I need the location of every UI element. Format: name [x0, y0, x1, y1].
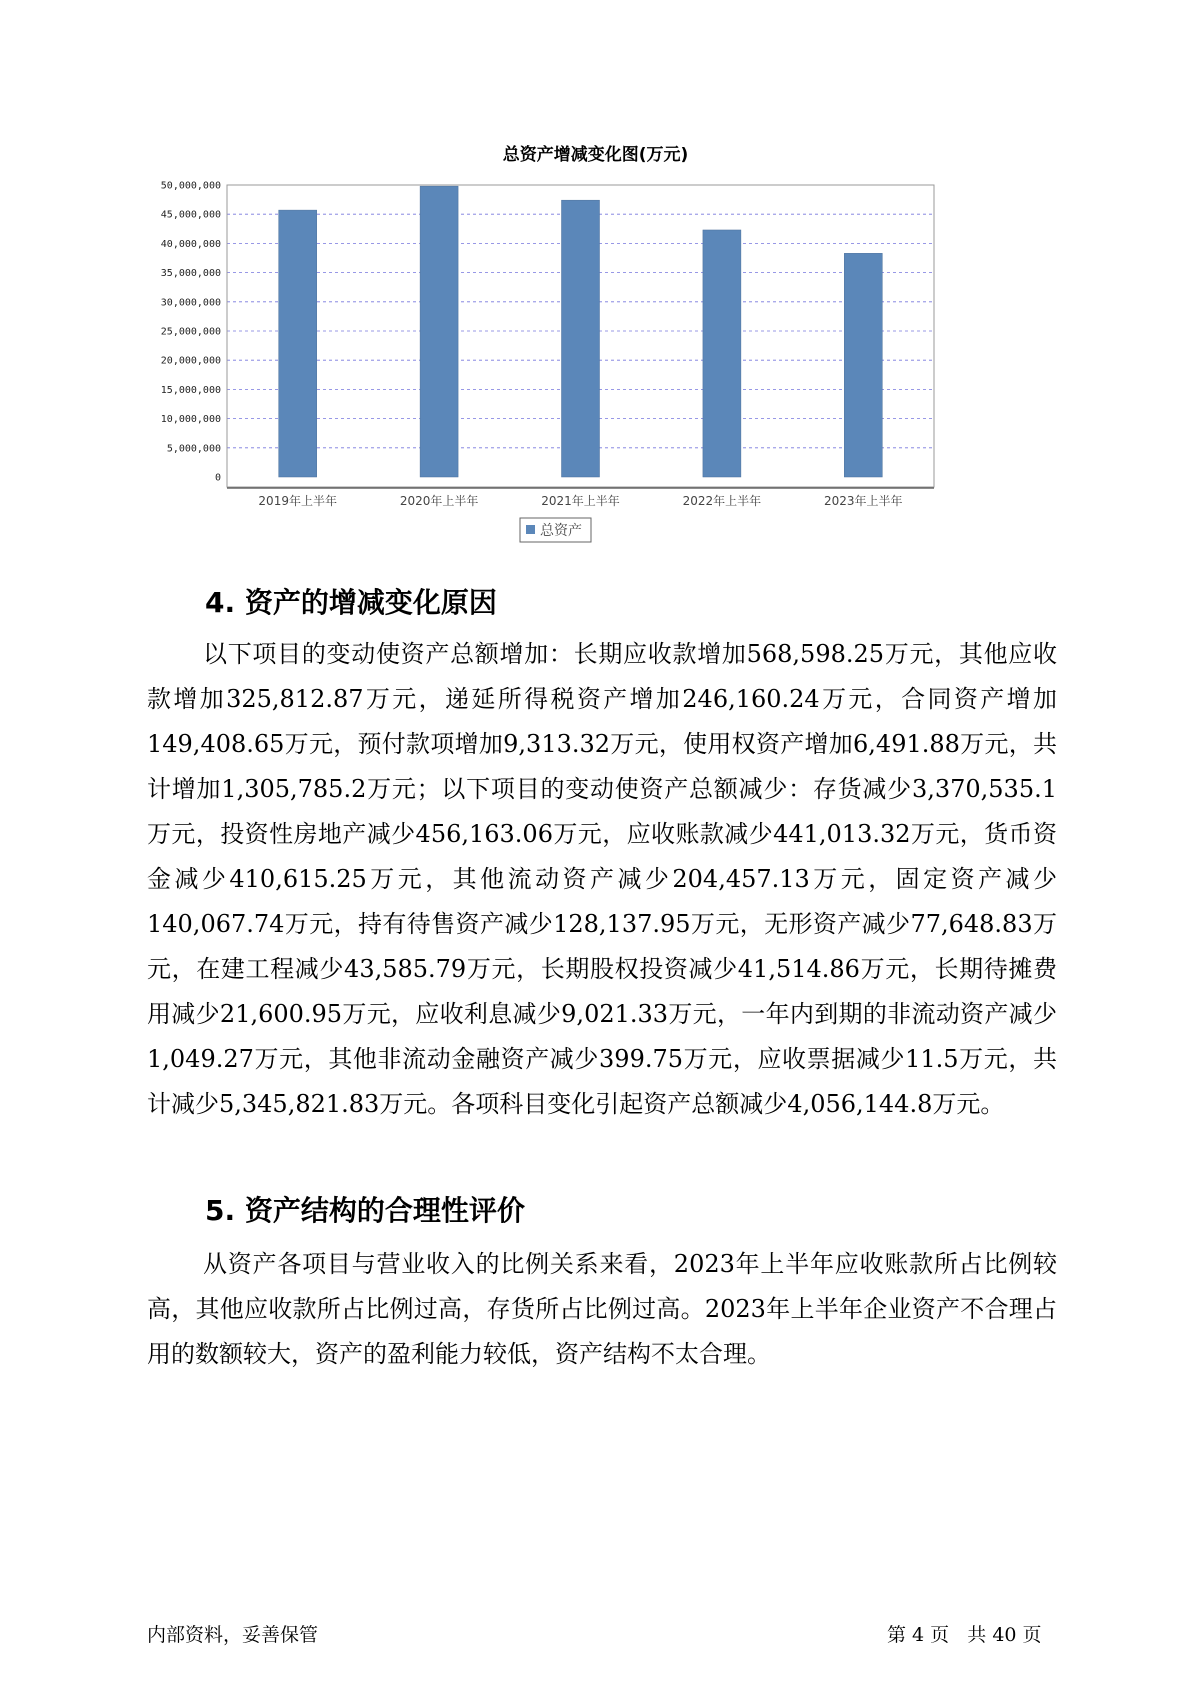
section-5-body: 从资产各项目与营业收入的比例关系来看，2023年上半年应收账款所占比例较高，其他应收款所占比例过高，存货所占比例过高。2023年上半年企业资产不合理占用的数额较大，资产的盈利能力较低，资产结构不太合理。 — [147, 1250, 1057, 1368]
y-tick-label: 0 — [214, 472, 221, 484]
bar — [562, 200, 600, 477]
y-tick-label: 20,000,000 — [160, 355, 221, 367]
total-assets-bar-chart — [160, 175, 1000, 550]
y-tick-label: 25,000,000 — [160, 326, 221, 338]
legend-swatch — [526, 525, 535, 534]
y-tick-label: 45,000,000 — [160, 209, 221, 221]
x-tick-label: 2022年上半年 — [682, 494, 762, 508]
bar — [279, 210, 317, 477]
bar — [420, 186, 458, 477]
chart-legend — [520, 518, 591, 542]
footer-page-number: 第 4 页 共 40 页 — [887, 1624, 1042, 1646]
y-tick-label: 35,000,000 — [160, 268, 221, 280]
x-tick-label: 2020年上半年 — [399, 494, 479, 508]
y-tick-label: 10,000,000 — [160, 414, 221, 426]
section-4-body: 以下项目的变动使资产总额增加：长期应收款增加568,598.25万元，其他应收款增加325,812.87万元，递延所得税资产增加246,160.24万元，合同资产增加149,408.65万元，预付款项增加9,313.32万元，使用权资产增加6,491.88万元，共计增加1,305,785.2万元；以下项目的变动使资产总额减少：存货减少3,370,535.1万元，投资性房地产减少456,163.06万元，应收账款减少441,013.32万元，货币资金减少410,615.25万元，其他流动资产减少204,457.13万元，固定资产减少140,067.74万元，持有待售资产减少128,137.95万元，无形资产减少77,648.83万元，在建工程减少43,585.79万元，长期股权投资减少41,514.86万元，长期待摊费用减少21,600.95万元，应收利息减少9,021.33万元，一年内到期的非流动资产减少1,049.27万元，其他非流动金融资产减少399.75万元，应收票据减少11.5万元，共计减少5,345,821.83万元。各项科目变化引起资产总额减少4,056,144.8万元。 — [147, 640, 1057, 1118]
y-tick-label: 30,000,000 — [160, 297, 221, 309]
bar — [844, 253, 882, 477]
x-tick-label: 2021年上半年 — [541, 494, 620, 508]
y-tick-label: 15,000,000 — [160, 384, 221, 396]
x-tick-label: 2023年上半年 — [824, 494, 903, 508]
section-4-heading: 4. 资产的增减变化原因 — [205, 586, 497, 619]
y-tick-label: 40,000,000 — [160, 238, 221, 250]
y-axis-ticks — [161, 181, 221, 484]
legend-label: 总资产 — [540, 523, 582, 539]
footer-left: 内部资料，妥善保管 — [147, 1624, 319, 1646]
x-tick-label: 2019年上半年 — [258, 494, 337, 508]
x-axis-ticks — [258, 493, 902, 508]
y-tick-label: 5,000,000 — [166, 443, 221, 455]
bar — [703, 230, 741, 477]
section-5-heading: 5. 资产结构的合理性评价 — [205, 1194, 525, 1227]
chart-title: 总资产增减变化图(万元) — [502, 145, 689, 165]
chart-bars — [279, 186, 883, 477]
y-tick-label: 50,000,000 — [160, 180, 221, 192]
